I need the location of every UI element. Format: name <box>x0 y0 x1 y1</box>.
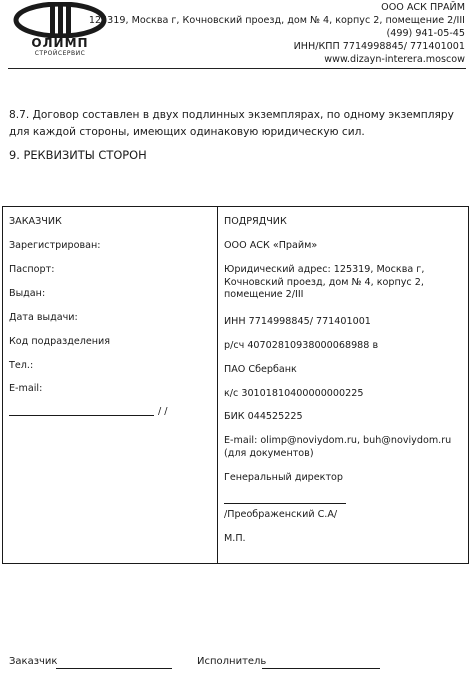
clause-8-7: 8.7. Договор составлен в двух подлинных экземплярах, по одному экземпляру для каждой стороны, имеющих одинаковую юридическую сил. <box>9 109 454 138</box>
table-column-divider <box>217 206 218 564</box>
customer-column <box>9 206 213 564</box>
footer-customer-label: Заказчик <box>9 656 58 667</box>
contractor-stamp: М.П. <box>224 533 246 544</box>
contractor-signer: /Преображенский С.А/ <box>224 509 338 520</box>
customer-title: ЗАКАЗЧИК <box>9 216 62 227</box>
contractor-name: ООО АСК «Прайм» <box>224 240 318 251</box>
customer-code: Код подразделения <box>9 336 111 347</box>
customer-passport: Паспорт: <box>9 264 55 275</box>
customer-email: E-mail: <box>9 383 43 394</box>
company-phone: (499) 941-05-45 <box>386 28 465 39</box>
customer-registered: Зарегистрирован: <box>9 240 101 251</box>
contractor-title: ПОДРЯДЧИК <box>224 216 287 227</box>
company-site: www.dizayn-interera.moscow <box>324 54 465 65</box>
section-heading: 9. РЕКВИЗИТЫ СТОРОН <box>9 148 147 162</box>
customer-issued: Выдан: <box>9 288 46 299</box>
customer-issue-date: Дата выдачи: <box>9 312 78 323</box>
contractor-email-note: (для документов) <box>224 448 314 459</box>
contractor-corr-account: к/с 30101810400000000225 <box>224 388 364 399</box>
customer-signature-suffix: / / <box>158 406 168 417</box>
contractor-address: Юридический адрес: 125319, Москва г, Кочновский проезд, дом № 4, корпус 2, помещение 2/III <box>224 264 425 300</box>
company-inn: ИНН/КПП 7714998845/ 771401001 <box>293 41 465 52</box>
company-name: ООО АСК ПРАЙМ <box>381 2 465 13</box>
contractor-account: р/сч 40702810938000068988 в <box>224 340 379 351</box>
header-divider <box>8 68 466 69</box>
contractor-column <box>224 206 464 564</box>
contractor-email: E-mail: olimp@noviydom.ru, buh@noviydom.ru <box>224 435 452 446</box>
contractor-inn: ИНН 7714998845/ 771401001 <box>224 316 371 327</box>
contractor-signature-line <box>224 503 346 504</box>
contractor-position: Генеральный директор <box>224 472 344 483</box>
footer-executor-label: Исполнитель <box>197 656 267 667</box>
customer-tel: Тел.: <box>9 360 34 371</box>
customer-signature-line <box>9 415 154 416</box>
company-header <box>89 1 465 66</box>
contractor-bik: БИК 044525225 <box>224 411 303 422</box>
footer-executor-line <box>262 668 380 669</box>
contractor-bank: ПАО Сбербанк <box>224 364 297 375</box>
logo-subtitle: СТРОЙСЕРВИС <box>34 50 86 57</box>
company-address: 125319, Москва г, Кочновский проезд, дом № 4, корпус 2, помещение 2/III <box>88 15 465 26</box>
logo-name: ОЛИМП <box>31 36 89 50</box>
footer-customer-line <box>56 668 172 669</box>
